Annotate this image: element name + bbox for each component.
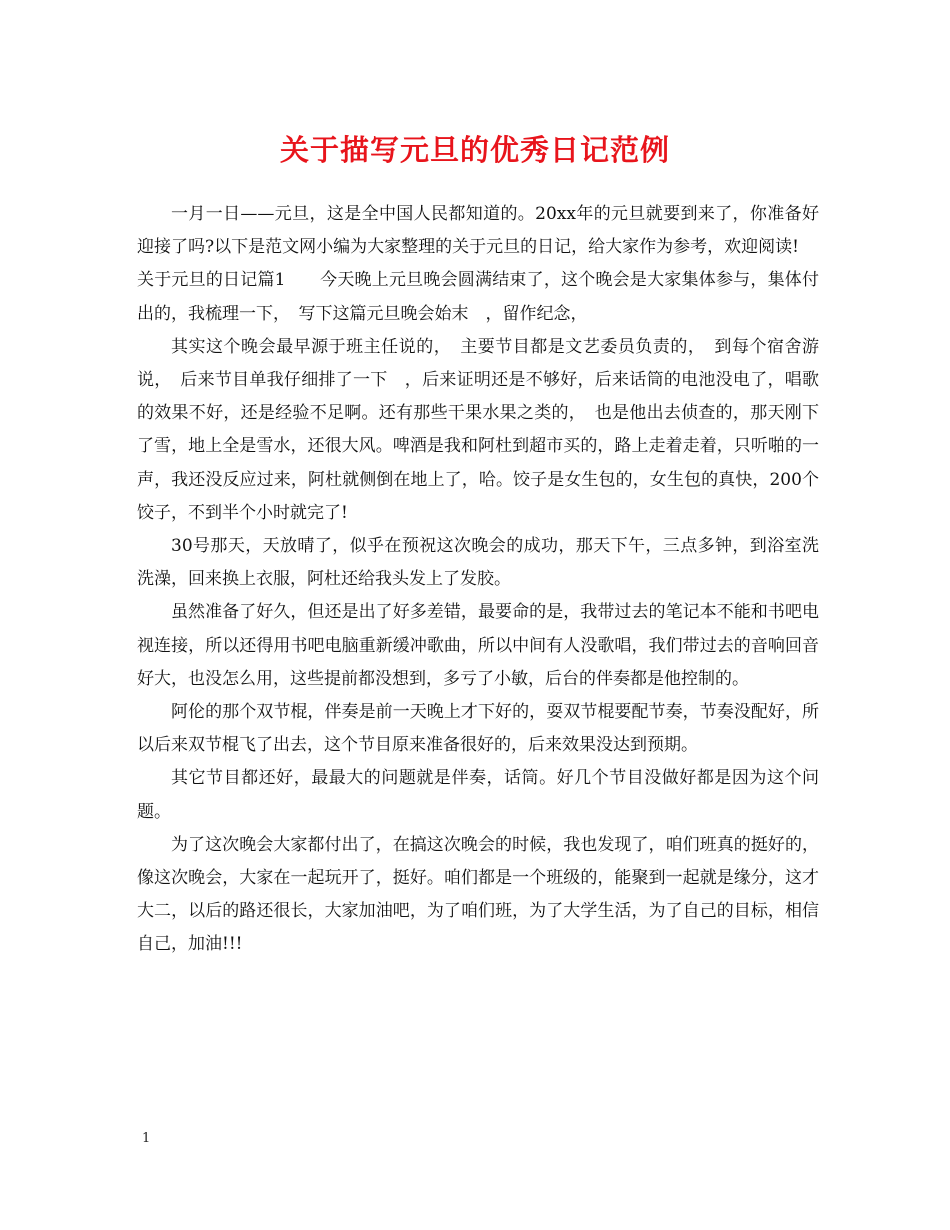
paragraph-intro: 一月一日——元旦，这是全中国人民都知道的。20xx年的元旦就要到来了，你准备好迎接了吗?以下是范文网小编为大家整理的关于元旦的日记，给大家作为参考，欢迎阅读! <box>137 204 819 258</box>
document-body <box>137 198 819 962</box>
page-number: 1 <box>142 1131 151 1146</box>
paragraph-diary-heading: 关于元旦的日记篇1 今天晚上元旦晚会圆满结束了，这个晚会是大家集体参与，集体付出的，我梳理一下， 写下这篇元旦晚会始末 ，留作纪念， <box>137 270 819 324</box>
paragraph-origin: 其实这个晚会最早源于班主任说的， 主要节目都是文艺委员负责的， 到每个宿舍游说， 后来节目单我仔细排了一下 ，后来证明还是不够好，后来话筒的电池没电了，唱歌的效果不好，还是经验不足啊。还有那些干果水果之类的， 也是他出去侦查的，那天刚下了雪，地上全是雪水，还很大风。啤酒是我和阿杜到超市买的，路上走着走着，只听啪的一声，我还没反应过来，阿杜就侧倒在地上了，哈。饺子是女生包的，女生包的真快，200个饺子，不到半个小时就完了! <box>137 336 819 523</box>
document-title: 关于描写元旦的优秀日记范例 <box>279 133 670 167</box>
paragraph-conclusion: 为了这次晚会大家都付出了，在搞这次晚会的时候，我也发现了，咱们班真的挺好的，像这次晚会，大家在一起玩开了，挺好。咱们都是一个班级的，能聚到一起就是缘分，这才大二，以后的路还很长，大家加油吧，为了咱们班，为了大学生活，为了自己的目标，相信自己，加油!!! <box>137 834 819 955</box>
paragraph-mistakes: 虽然准备了好久，但还是出了好多差错，最要命的是，我带过去的笔记本不能和书吧电视连接，所以还得用书吧电脑重新缓冲歌曲，所以中间有人没歌唱，我们带过去的音响回音好大，也没怎么用，这些提前都没想到，多亏了小敏，后台的伴奏都是他控制的。 <box>137 602 819 689</box>
paragraph-thirtieth: 30号那天，天放晴了，似乎在预祝这次晚会的成功，那天下午，三点多钟，到浴室洗洗澡，回来换上衣服，阿杜还给我头发上了发胶。 <box>137 536 819 590</box>
paragraph-nunchaku: 阿伦的那个双节棍，伴奏是前一天晚上才下好的，耍双节棍要配节奏，节奏没配好，所以后来双节棍飞了出去，这个节目原来准备很好的，后来效果没达到预期。 <box>137 702 819 756</box>
paragraph-other-programs: 其它节目都还好，最最大的问题就是伴奏，话筒。好几个节目没做好都是因为这个问题。 <box>137 768 819 822</box>
